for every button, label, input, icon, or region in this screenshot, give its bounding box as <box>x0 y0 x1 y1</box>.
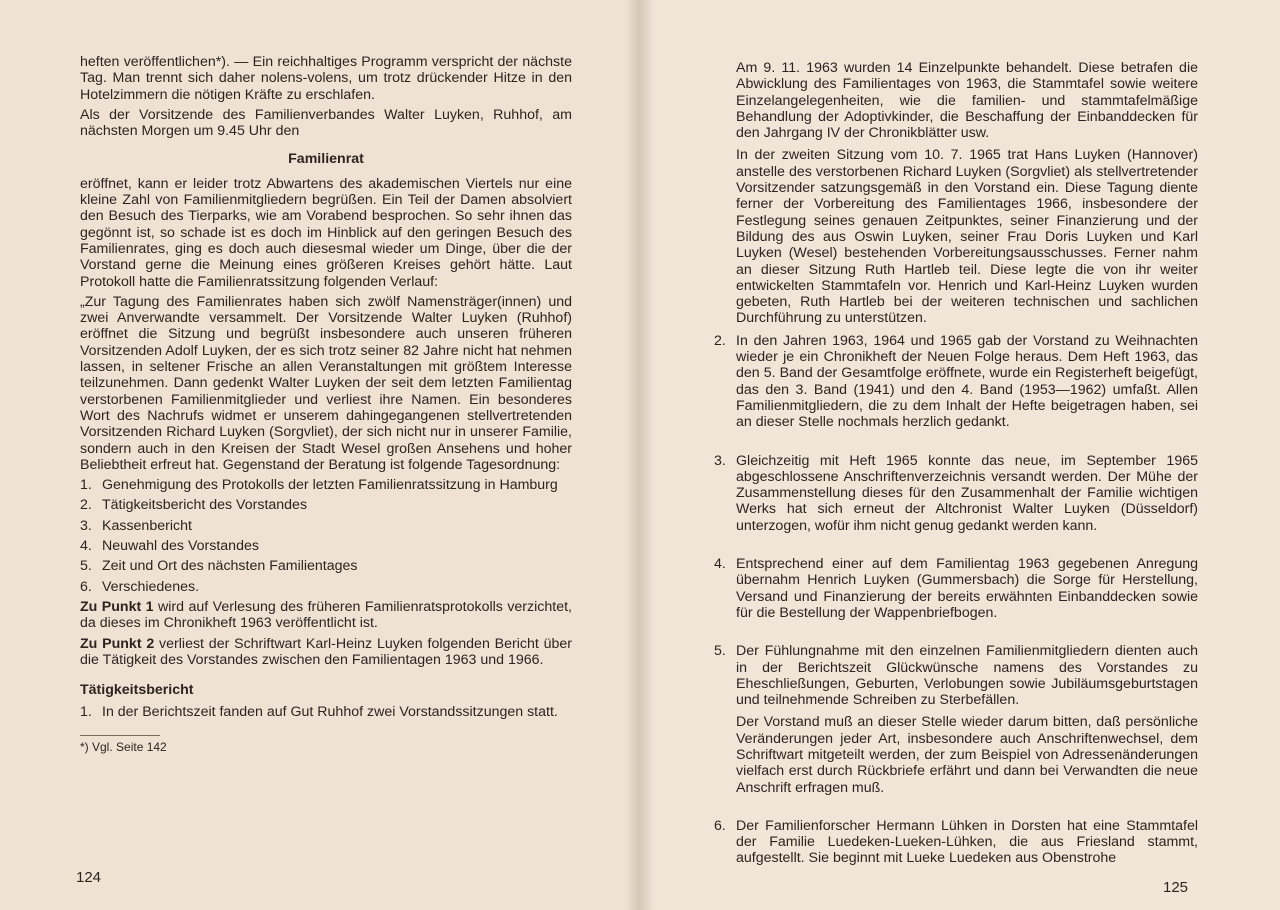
report-item <box>714 556 1198 627</box>
agenda-item-text: Kassenbericht <box>102 517 192 534</box>
agenda-item-text: Verschiedenes. <box>102 578 200 595</box>
agenda-item-text: Tätigkeitsbericht des Vorstandes <box>102 497 308 514</box>
report-item-number: 6. <box>714 817 726 834</box>
agenda-item-text: Zeit und Ort des nächsten Familientages <box>102 558 358 575</box>
punkt-1-label: Zu Punkt 1 <box>80 598 154 615</box>
right-intro-paragraph-1: Am 9. 11. 1963 wurden 14 Einzelpunkte behandelt. Diese betrafen die Abwicklung des Familientages von 1963, die Stammtafel sowie weitere Einzelangelegenheiten, wie die familien- und stammtafelmäßige Behandlung der Adoptivkinder, die Beschaffung der Einbanddecken für den Jahrgang IV der Chronikblätter usw. <box>736 60 1198 142</box>
left-intro-paragraph-1: heften veröffentlichen*). — Ein reichhaltiges Programm verspricht der nächste Tag. Man trennt sich daher nolens-volens, um trotz drückender Hitze in den Hotelzimmern die nötigen Kräfte zu erschlafen. <box>80 54 572 103</box>
report-item-number: 2. <box>714 332 726 349</box>
report-item-text: In den Jahren 1963, 1964 und 1965 gab der Vorstand zu Weihnachten wieder je ein Chronikheft der Neuen Folge heraus. Dem Heft 1963, das den 5. Band der Gesamtfolge eröffnete, wurde ein Registerheft beigefügt, das den 3. Band (1941) und den 4. Band (1953—1962) umfaßt. Allen Familienmitgliedern, die zu dem Inhalt der Hefte beigetragen haben, sei an dieser Stelle nochmals herzlich gedankt. <box>736 332 1198 431</box>
report-item-number: 3. <box>714 452 726 469</box>
report-item <box>714 817 1198 873</box>
right-intro-paragraph-2: In der zweiten Sitzung vom 10. 7. 1965 trat Hans Luyken (Hannover) anstelle des verstorbenen Richard Luyken (Sorgvliet) als stellvertretender Vorsitzender satzungsgemäß in den Vorstand ein. Diese Tagung diente ferner der Vorbereitung des Familientages 1966, insbesondere der Festlegung seines genauen Zeitpunktes, seiner Finanzierung und der Bildung des aus Oswin Luyken, seiner Frau Doris Luyken und Karl Luyken (Wesel) bestehenden Vorbereitungsausschusses. Ferner nahm an dieser Sitzung Ruth Hartleb teil. Diese legte die von ihr weiter entwickelten Stammtafeln vor. Henrich und Karl-Heinz Luyken wurden gebeten, Ruth Hartleb bei der weiteren technischen und sachlichen Durchführung zu unterstützen. <box>736 147 1198 327</box>
punkt-1-text: wird auf Verlesung des früheren Familienratsprotokolls verzichtet, da dieses im Chronikheft 1963 veröffentlicht ist. <box>80 598 572 632</box>
footnote: *) Vgl. Seite 142 <box>80 739 167 754</box>
agenda-item-number: 4. <box>80 538 92 555</box>
punkt-2-paragraph <box>80 636 572 669</box>
punkt-2-text: verliest der Schriftwart Karl-Heinz Luyken folgenden Bericht über die Tätigkeit des Vorstandes zwischen den Familientagen 1963 und 1966. <box>80 635 572 668</box>
report-list <box>80 704 572 720</box>
agenda-item <box>80 538 572 554</box>
agenda-item-number: 2. <box>80 497 92 514</box>
punkt-2-label: Zu Punkt 2 <box>80 635 155 652</box>
report-item-text: Der Vorstand muß an dieser Stelle wieder darum bitten, daß persönliche Veränderungen jeder Art, insbesondere auch Anschriftenwechsel, dem Schriftwart mitgeteilt werden, der zum Beispiel von Adressenänderungen vielfach erst durch Rückbriefe erfährt und dann bei Verwandten die neue Anschrift erfragen muß. <box>736 714 1198 796</box>
page-number-left: 124 <box>76 869 102 886</box>
report-item-text: Der Familienforscher Hermann Lühken in Dorsten hat eine Stammtafel der Familie Luedeken-Lueken-Lühken, die aus Friesland stammt, aufgestellt. Sie beginnt mit Lueke Luedeken aus Obenstrohe <box>736 817 1198 867</box>
report-items <box>714 332 1198 873</box>
right-intro <box>736 60 1198 327</box>
agenda-item <box>80 579 572 595</box>
report-item-text: Entsprechend einer auf dem Familientag 1963 gegebenen Anregung übernahm Henrich Luyken (Gummersbach) die Sorge für Herstellung, Versand und Finanzierung der bereits erwähnten Einbanddecken sowie für die Bestellung der Wappenbriefbogen. <box>736 556 1198 621</box>
left-body-paragraph-1: eröffnet, kann er leider trotz Abwartens des akademischen Viertels nur eine kleine Zahl von Familienmitgliedern begrüßen. Ein Teil der Damen absolviert den Besuch des Tierparks, wie am Vorabend besprochen. So sehr ihnen das gegönnt ist, so schade ist es doch im Hinblick auf den geringen Besuch des Familienrates, ging es doch auch diesesmal wieder um Dinge, über die der Vorstand gerne die Meinung eines größeren Kreises gehört hätte. Laut Protokoll hatte die Familienratssitzung folgenden Verlauf: <box>80 175 572 290</box>
report-item-number: 4. <box>714 556 726 573</box>
agenda-item-text: Neuwahl des Vorstandes <box>102 538 259 555</box>
page-number-right: 125 <box>1163 879 1189 896</box>
agenda-item <box>80 477 572 493</box>
report-item <box>80 704 572 720</box>
agenda-item-number: 6. <box>80 578 92 595</box>
agenda-item <box>80 518 572 534</box>
report-item-number: 1. <box>80 704 92 721</box>
section-heading-taetigkeitsbericht: Tätigkeitsbericht <box>80 682 194 699</box>
footnote-divider <box>80 735 160 736</box>
report-item-text: Gleichzeitig mit Heft 1965 konnte das neue, im September 1965 abgeschlossene Anschriftenverzeichnis versandt werden. Der Mühe der Zusammenstellung dieses für den Zusammenhalt der Familie wichtigen Werks hat sich erneut der Altchronist Walter Luyken (Düsseldorf) unterzogen, wofür ihm nicht genug gedankt werden kann. <box>736 452 1198 534</box>
agenda-item-number: 5. <box>80 558 92 575</box>
left-intro-paragraph-2: Als der Vorsitzende des Familienverbandes Walter Luyken, Ruhhof, am nächsten Morgen um 9.45 Uhr den <box>80 106 572 140</box>
agenda-item-text: Genehmigung des Protokolls der letzten Familienratssitzung in Hamburg <box>102 477 558 494</box>
punkt-1-paragraph <box>80 599 572 632</box>
right-page <box>640 0 1280 910</box>
agenda-item <box>80 558 572 574</box>
report-item-text: Der Fühlungnahme mit den einzelnen Familienmitgliedern dienten auch in der Berichtszeit Glückwünsche namens des Vorstandes zu Eheschließungen, Geburten, Verlobungen sowie Jubiläumsgeburtstagen und teilnehmende Schreiben zu Sterbefällen. <box>736 643 1198 709</box>
agenda-item <box>80 497 572 513</box>
report-item-number: 5. <box>714 643 726 660</box>
report-item <box>714 643 1198 802</box>
report-item <box>714 332 1198 437</box>
agenda-item-number: 1. <box>80 477 92 494</box>
left-body-paragraph-2: „Zur Tagung des Familienrates haben sich zwölf Namensträger(innen) und zwei Anverwandte versammelt. Der Vorsitzende Walter Luyken (Ruhhof) eröffnet die Sitzung und begrüßt insbesondere auch unseren früheren Vorsitzenden Adolf Luyken, der es sich trotz seiner 82 Jahre nicht hat nehmen lassen, in seltener Frische an allen Veranstaltungen mit größtem Interesse teilzunehmen. Dann gedenkt Walter Luyken der seit dem letzten Familientag verstorbenen Familienmitglieder und verliest ihre Namen. Ein besonderes Wort des Nachrufs widmet er unserem dahingegangenen stellvertretenden Vorsitzenden Richard Luyken (Sorgvliet), der sich nicht nur in unserer Familie, sondern auch in den Kreisen der Stadt Wesel großen Ansehens und hoher Beliebtheit erfreut hat. Gegenstand der Beratung ist folgende Tagesordnung: <box>80 293 572 473</box>
report-item <box>714 452 1198 540</box>
agenda-item-number: 3. <box>80 517 92 534</box>
section-heading-familienrat: Familienrat <box>288 151 364 168</box>
report-item-text: In der Berichtszeit fanden auf Gut Ruhhof zwei Vorstandssitzungen statt. <box>102 704 558 721</box>
agenda-list <box>80 477 572 595</box>
